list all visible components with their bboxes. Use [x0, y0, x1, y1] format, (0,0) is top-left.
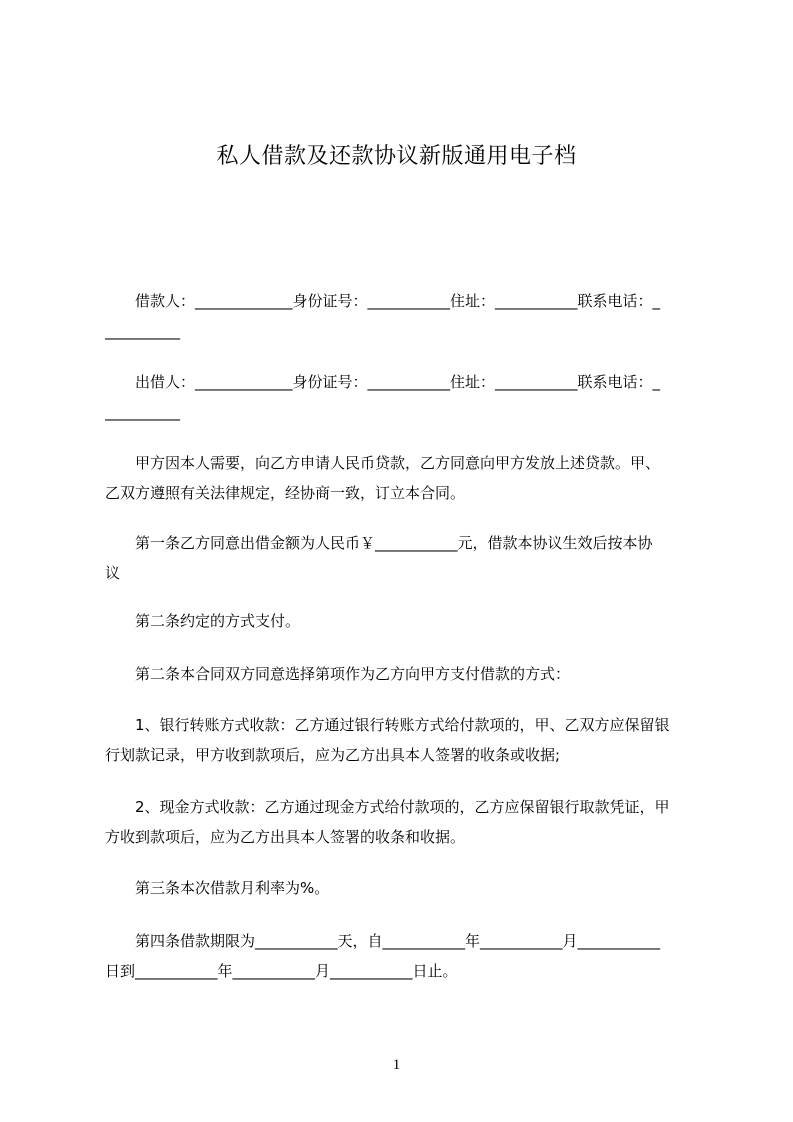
- intro-line-1: 甲方因本人需要，向乙方申请人民币贷款，乙方同意向甲方发放上述贷款。甲、: [105, 454, 661, 472]
- article4-line-1: 第四条借款期限为___________天，自___________年___________月___________: [105, 932, 661, 950]
- page-number: 1: [392, 1057, 401, 1073]
- borrower-line-1: 借款人：_____________身份证号：___________住址：___________联系电话：_: [105, 292, 661, 310]
- method1-line-2: 行划款记录，甲方收到款项后，应为乙方出具本人签署的收条或收据;: [105, 746, 561, 764]
- method2-line-2: 方收到款项后，应为乙方出具本人签署的收条和收据。: [105, 828, 466, 846]
- article1-line-1: 第一条乙方同意出借金额为人民币￥___________元，借款本协议生效后按本协: [105, 534, 653, 552]
- method1-line-1: 1、银行转账方式收款：乙方通过银行转账方式给付款项的，甲、乙双方应保留银: [105, 716, 670, 734]
- intro-line-2: 乙双方遵照有关法律规定，经协商一致，订立本合同。: [105, 484, 466, 502]
- article1-line-2: 议: [105, 564, 121, 582]
- article2a-line: 第二条约定的方式支付。: [105, 612, 301, 630]
- lender-line-2: __________: [105, 403, 180, 421]
- document-title: 私人借款及还款协议新版通用电子档: [216, 144, 577, 169]
- borrower-line-2: __________: [105, 322, 180, 340]
- article3-line: 第三条本次借款月利率为%。: [105, 879, 330, 897]
- article4-line-2: 日到___________年___________月___________日止。: [105, 962, 458, 980]
- article2b-line: 第二条本合同双方同意选择第项作为乙方向甲方支付借款的方式：: [105, 665, 571, 683]
- lender-line-1: 出借人：_____________身份证号：___________住址：___________联系电话：_: [105, 373, 661, 391]
- method2-line-1: 2、现金方式收款：乙方通过现金方式给付款项的，乙方应保留银行取款凭证，甲: [105, 798, 670, 816]
